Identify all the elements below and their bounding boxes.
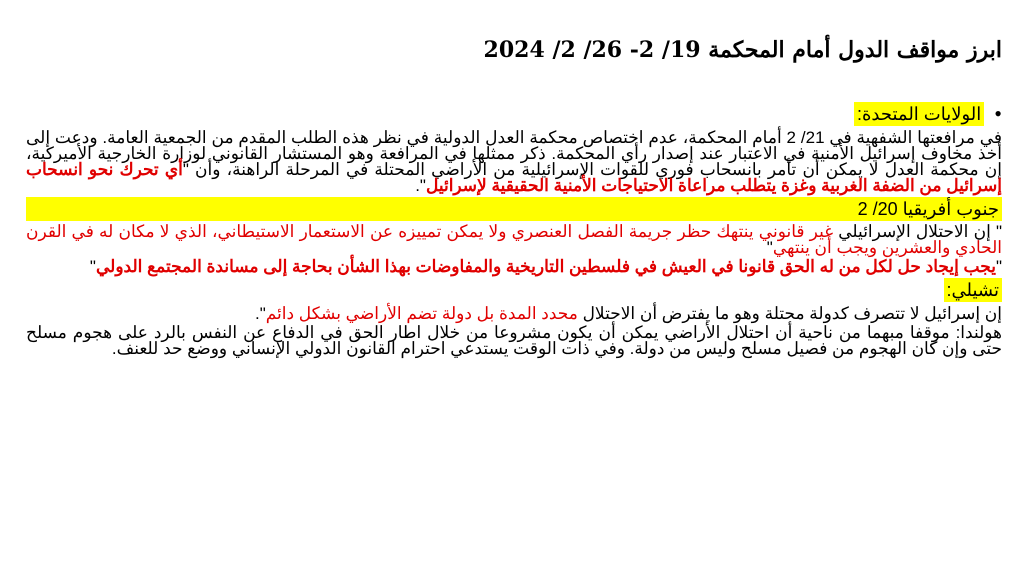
south-africa-quote-1: غير قانوني ينتهك حظر جريمة الفصل العنصري ولا يمكن تمييزه عن الاستعمار الاستيطاني، الذي لا مكان له في القرن الحادي والعشرين ويجب أن ينتهي bbox=[26, 222, 1002, 257]
south-africa-paragraph-1 bbox=[26, 224, 1002, 256]
south-africa-text-2-end: " bbox=[89, 257, 96, 276]
usa-heading: الولايات المتحدة: bbox=[854, 102, 984, 126]
chile-paragraph bbox=[26, 306, 1002, 322]
south-africa-text: " إن الاحتلال الإسرائيلي bbox=[833, 222, 1002, 241]
usa-quote: أي تحرك نحو انسحاب إسرائيل من الضفة الغربية وغزة يتطلب مراعاة الاحتياجات الأمنية الحقيقية لإسرائيل bbox=[26, 160, 1002, 195]
bullet-icon: • bbox=[994, 101, 1002, 126]
chile-text-end: ". bbox=[254, 304, 266, 323]
usa-text: في مرافعتها الشفهية في 21/ 2 أمام المحكمة، عدم اختصاص محكمة العدل الدولية في نظر هذه الطلب المقدم من الجمعية العامة. ودعت إلى أخذ مخاوف إسرائيل الأمنية في الاعتبار عند إصدار رأي المحكمة. ذكر ممثلها في المرافعة وهو المستشار القانوني لوزارة الخارجية الأميركية، إن محكمة العدل لا يمكن أن تأمر بانسحاب فوري للقوات الإسرائيلية من الأراضي المحتلة في المرحلة الراهنة، وأن " bbox=[26, 128, 1002, 179]
usa-heading-row bbox=[26, 102, 1002, 126]
netherlands-paragraph: هولندا: موقفا مبهما من ناحية أن احتلال الأراضي يمكن أن يكون مشروعا من خلال اطار الحق في الدفاع عن النفس بالرد على هجوم مسلح حتى وإن كان الهجوم من فصيل مسلح وليس من دولة. وفي ذات الوقت يستدعي احترام القانون الدولي الإنساني ووضع حد للعنف. bbox=[26, 323, 1002, 358]
south-africa-text-end: " bbox=[766, 238, 773, 257]
usa-paragraph bbox=[26, 130, 1002, 194]
usa-text-end: ". bbox=[415, 176, 426, 195]
chile-heading-row bbox=[26, 278, 1002, 302]
page-title: ابرز مواقف الدول أمام المحكمة 19/ 2- 26/ 2/ 2024 bbox=[483, 37, 1002, 63]
south-africa-quote-2: يجب إيجاد حل لكل من له الحق قانونا في العيش في فلسطين التاريخية والمفاوضات بهذا الشأن بحاجة إلى مساندة المجتمع الدولي bbox=[95, 257, 996, 276]
south-africa-heading: جنوب أفريقيا 20/ 2 bbox=[26, 197, 1002, 221]
chile-heading: تشيلي: bbox=[944, 278, 1002, 302]
chile-text: إن إسرائيل لا تتصرف كدولة محتلة وهو ما يفترض أن الاحتلال bbox=[577, 304, 1002, 323]
south-africa-paragraph-2 bbox=[26, 259, 1002, 275]
south-africa-text-2: " bbox=[995, 257, 1002, 276]
chile-quote: محدد المدة بل دولة تضم الأراضي بشكل دائم bbox=[265, 304, 578, 323]
